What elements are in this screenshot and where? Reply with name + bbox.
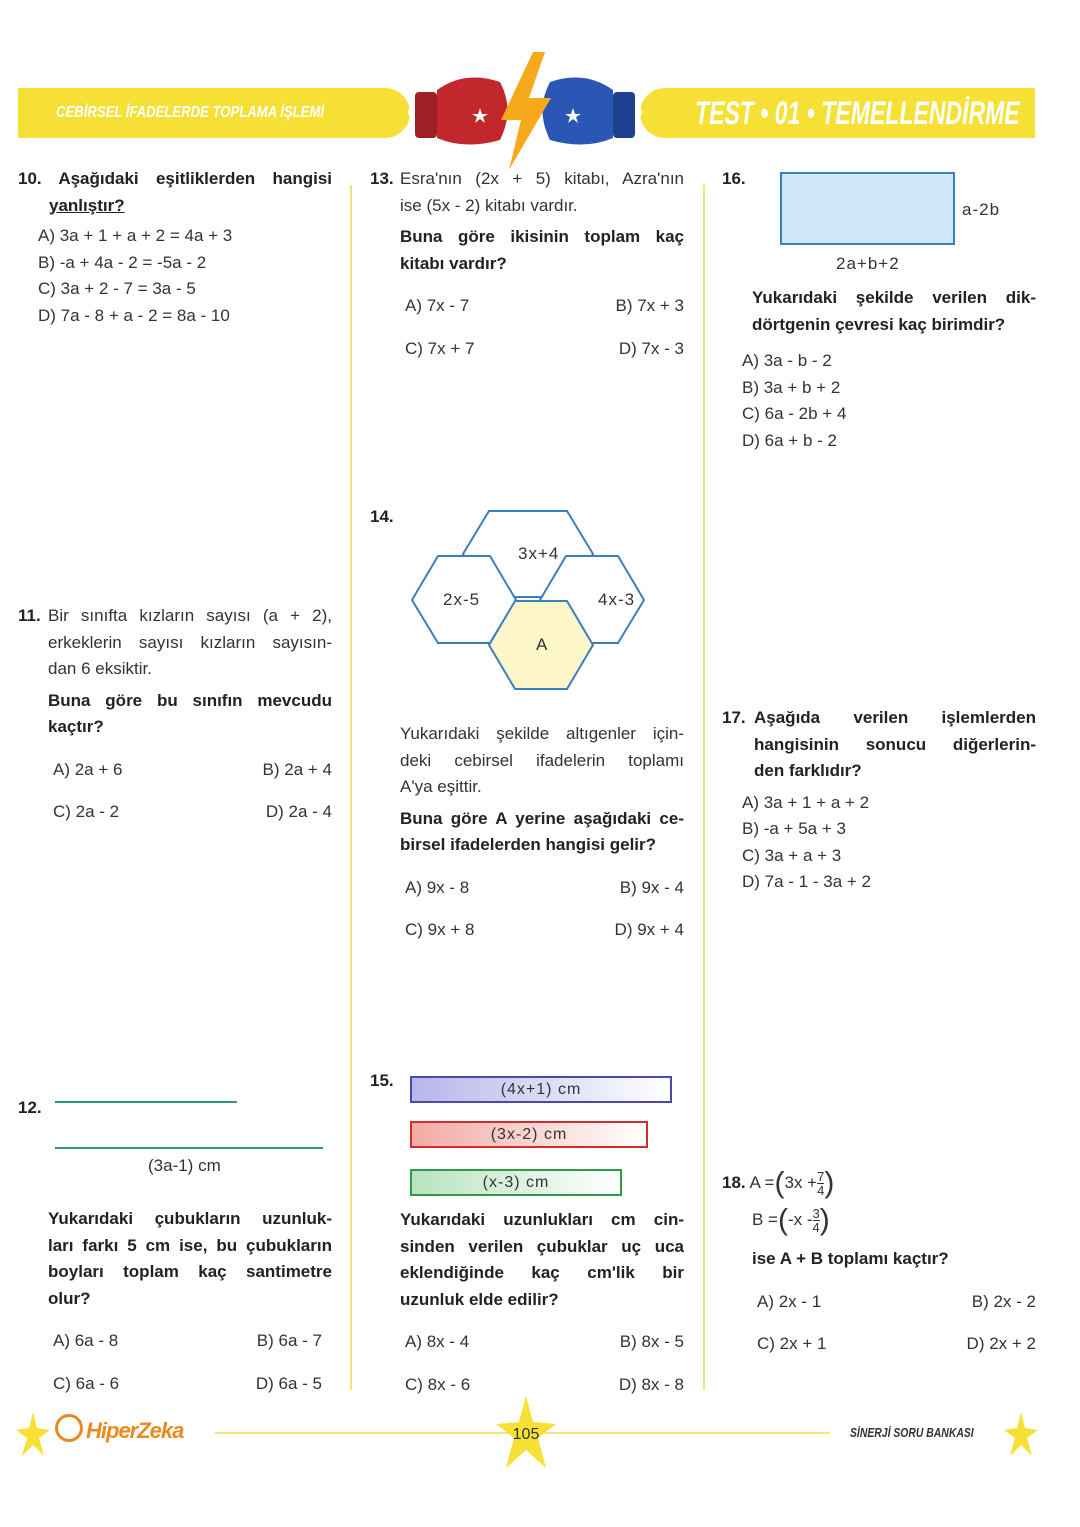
option-c[interactable]: C) 2x + 1 <box>757 1334 827 1354</box>
rod-4x-plus-1: (4x+1) cm <box>410 1076 672 1103</box>
question-18: 18. A =(3x + $\frac{7}{4}$ ) B =(-x - $\frac{3}{4}$ ) ise A + B toplamı kaçtır? A) 2x - 1 B) 2x - 2 C) 2x + 1 D) 2x + 2 <box>722 1170 1036 1358</box>
option-d[interactable]: D) 9x + 4 <box>614 920 684 939</box>
question-10 <box>18 166 332 329</box>
question-text: Aşağıdaki eşitliklerden hangisi <box>58 169 332 188</box>
question-text: erkeklerin sayısı kızların sayısın- <box>48 632 332 652</box>
option-a[interactable]: A) 9x - 8 <box>405 877 470 897</box>
question-prompt: Aşağıda verilen işlemlerden <box>754 708 1036 727</box>
option-c[interactable]: C) 6a - 2b + 4 <box>742 404 847 423</box>
question-text: Yukarıdaki şekilde altıgenler için- <box>400 724 684 743</box>
option-b[interactable]: B) -a + 5a + 3 <box>742 819 846 838</box>
question-prompt: Buna göre bu sınıfın mevcudu <box>48 690 332 710</box>
option-a[interactable]: A) 3a + 1 + a + 2 = 4a + 3 <box>38 226 233 245</box>
question-12 <box>48 1206 332 1397</box>
column-divider <box>703 185 705 1390</box>
option-a[interactable]: A) 8x - 4 <box>405 1332 470 1351</box>
option-b[interactable]: B) 7x + 3 <box>615 296 684 315</box>
star-icon <box>16 1412 50 1456</box>
question-number: 10. <box>18 169 42 188</box>
question-prompt: sinden verilen çubuklar uç uca <box>400 1236 684 1256</box>
question-number: 16. <box>722 169 746 188</box>
question-prompt: dörtgenin çevresi kaç birimdir? <box>752 314 1006 334</box>
rod-short <box>55 1101 237 1103</box>
fraction-7-4: $\frac{7}{4}$ <box>817 1169 825 1199</box>
question-prompt: olur? <box>48 1288 91 1308</box>
question-prompt: birsel ifadelerden hangisi gelir? <box>400 835 657 854</box>
question-prompt: uzunluk elde edilir? <box>400 1289 559 1309</box>
question-prompt: ise A + B toplamı kaçtır? <box>752 1249 949 1269</box>
option-a[interactable]: A) 2a + 6 <box>53 759 123 779</box>
option-a[interactable]: A) 7x - 7 <box>405 296 470 315</box>
option-b[interactable]: B) 8x - 5 <box>619 1332 684 1351</box>
option-c[interactable]: C) 8x - 6 <box>405 1374 471 1394</box>
question-prompt: Yukarıdaki uzunlukları cm cin- <box>400 1210 684 1229</box>
question-14 <box>400 721 684 944</box>
side-label: a-2b <box>962 200 1001 219</box>
option-c[interactable]: C) 6a - 6 <box>53 1373 120 1393</box>
question-prompt: hangisinin sonucu diğerlerin- <box>754 734 1036 754</box>
publisher-logo: HiperZeka <box>86 1418 184 1443</box>
option-d[interactable]: D) 6a - 5 <box>255 1373 322 1393</box>
topic-title: CEBİRSEL İFADELERDE TOPLAMA İŞLEMİ <box>56 104 325 121</box>
option-b[interactable]: B) -a + 4a - 2 = -5a - 2 <box>38 252 207 272</box>
rod-length-label: (3a-1) cm <box>148 1156 221 1175</box>
question-text: Esra'nın (2x + 5) kitabı, Azra'nın <box>400 169 684 188</box>
header-band-left <box>18 88 410 138</box>
option-d[interactable]: D) 7a - 8 + a - 2 = 8a - 10 <box>38 305 230 325</box>
question-number: 17. <box>722 708 746 727</box>
hexagon-label: 4x-3 <box>598 590 636 609</box>
question-text: ise (5x - 2) kitabı vardır. <box>400 195 578 215</box>
boxing-gloves-icon <box>405 50 645 175</box>
option-b[interactable]: B) 3a + b + 2 <box>742 377 841 397</box>
option-c[interactable]: C) 9x + 8 <box>405 920 475 939</box>
option-a[interactable]: A) 2x - 1 <box>757 1291 822 1311</box>
hexagon-label: 3x+4 <box>518 544 560 563</box>
question-15 <box>400 1207 684 1398</box>
question-prompt: ları farkı 5 cm ise, bu çubukların <box>48 1235 332 1255</box>
question-text: A'ya eşittir. <box>400 777 482 796</box>
question-prompt: Yukarıdaki şekilde verilen dik- <box>752 288 1036 307</box>
option-b[interactable]: B) 9x - 4 <box>619 877 684 897</box>
book-title: SİNERJİ SORU BANKASI <box>850 1425 974 1440</box>
question-17 <box>722 705 1036 896</box>
page-number: 105 <box>512 1426 540 1443</box>
option-a[interactable]: A) 3a + 1 + a + 2 <box>742 792 870 812</box>
option-d[interactable]: D) 2a - 4 <box>265 802 332 821</box>
question-prompt: kitabı vardır? <box>400 253 507 273</box>
option-c[interactable]: C) 3a + 2 - 7 = 3a - 5 <box>38 279 196 298</box>
question-prompt: kaçtır? <box>48 717 104 736</box>
hexagon-label: 2x-5 <box>443 590 481 609</box>
question-number: 14. <box>370 507 394 526</box>
rectangle-figure <box>780 172 955 245</box>
option-d[interactable]: D) 6a + b - 2 <box>742 430 837 450</box>
option-a[interactable]: A) 6a - 8 <box>53 1331 119 1350</box>
question-number: 13. <box>370 169 394 188</box>
question-11 <box>18 603 332 826</box>
option-d[interactable]: D) 7x - 3 <box>618 338 684 358</box>
question-prompt: den farklıdır? <box>754 761 862 780</box>
rod-long <box>55 1147 323 1149</box>
rod-3x-minus-2: (3x-2) cm <box>410 1121 648 1148</box>
option-b[interactable]: B) 2a + 4 <box>262 759 332 779</box>
option-d[interactable]: D) 8x - 8 <box>618 1374 684 1394</box>
option-c[interactable]: C) 7x + 7 <box>405 338 475 358</box>
expression-b: -x - <box>788 1210 813 1230</box>
question-number: 18. <box>722 1173 746 1192</box>
question-prompt: Yukarıdaki çubukların uzunluk- <box>48 1209 332 1228</box>
test-title: TEST • 01 • TEMELLENDİRME <box>695 95 1020 131</box>
expression-b-label: B = <box>752 1210 778 1230</box>
question-prompt: Buna göre A yerine aşağıdaki ce- <box>400 808 684 828</box>
column-divider <box>350 185 352 1390</box>
question-13 <box>370 166 684 362</box>
option-b[interactable]: B) 2x - 2 <box>971 1291 1036 1311</box>
question-prompt: eklendiğinde kaç cm'lik bir <box>400 1263 684 1282</box>
rod-x-minus-3: (x-3) cm <box>410 1169 622 1196</box>
question-text: yanlıştır? <box>49 195 125 215</box>
option-a[interactable]: A) 3a - b - 2 <box>742 351 832 370</box>
question-16 <box>742 285 1036 454</box>
fraction-3-4: $\frac{3}{4}$ <box>812 1206 820 1236</box>
option-c[interactable]: C) 2a - 2 <box>53 802 120 821</box>
option-c[interactable]: C) 3a + a + 3 <box>742 845 842 865</box>
question-text: deki cebirsel ifadelerin toplamı <box>400 750 684 770</box>
expression-a-label: A = <box>749 1173 775 1192</box>
question-text: Bir sınıfta kızların sayısı (a + 2), <box>48 606 332 625</box>
question-number: 15. <box>370 1071 394 1090</box>
option-d[interactable]: D) 2x + 2 <box>966 1334 1036 1354</box>
question-prompt: boyları toplam kaç santimetre <box>48 1262 332 1281</box>
logo-icon <box>55 1414 83 1442</box>
hexagon-label: A <box>536 635 548 654</box>
question-prompt: Buna göre ikisinin toplam kaç <box>400 227 684 246</box>
question-number: 12. <box>18 1098 42 1117</box>
question-number: 11. <box>18 606 41 625</box>
option-b[interactable]: B) 6a - 7 <box>256 1331 322 1350</box>
question-text: dan 6 eksiktir. <box>48 659 152 678</box>
option-d[interactable]: D) 7a - 1 - 3a + 2 <box>742 872 871 891</box>
expression-a: 3x + <box>784 1173 818 1192</box>
header-band-right <box>640 88 1035 138</box>
star-icon <box>1004 1412 1038 1456</box>
bottom-label: 2a+b+2 <box>836 254 900 273</box>
